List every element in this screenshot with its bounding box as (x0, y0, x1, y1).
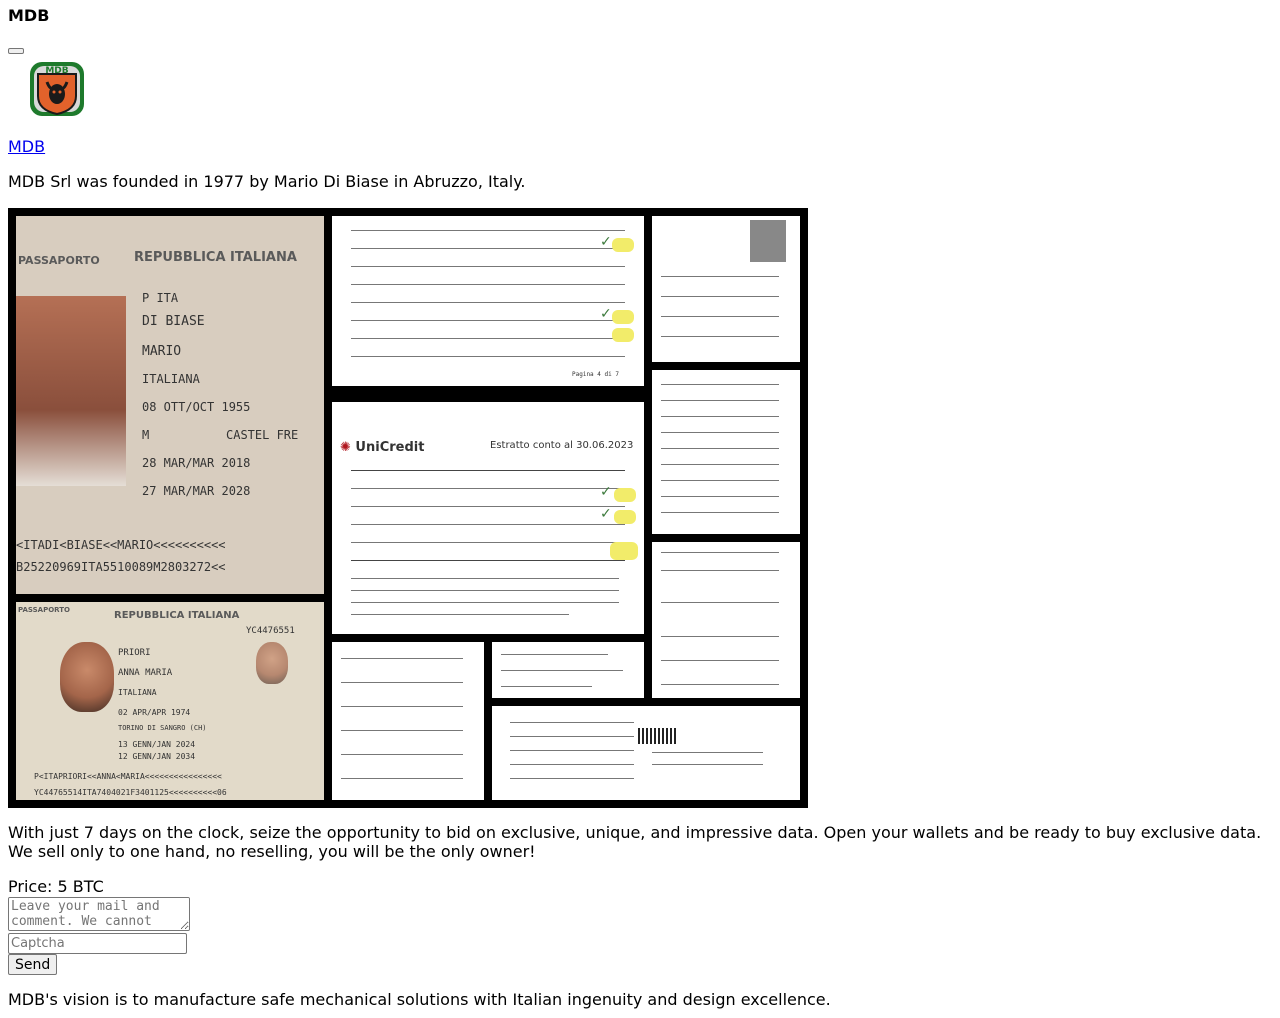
comment-textarea[interactable] (8, 897, 190, 931)
captcha-input[interactable] (8, 933, 187, 954)
passport-1-surname: DI BIASE (142, 314, 205, 329)
bank-statement-page-top: ✓ ✓ Pagina 4 di 7 (332, 216, 644, 386)
mdb-logo (28, 60, 86, 118)
send-button[interactable]: Send (8, 954, 57, 975)
transaction-list-scan (652, 370, 800, 534)
offer-description: With just 7 days on the clock, seize the opportunity to bid on exclusive, unique, and impressive data. Open your wallets and be ready to buy exclusive data. We sell only to one hand, no reselling, you will be the only owner! (8, 823, 1262, 861)
id-card-scan (652, 216, 800, 362)
receipt-scan (492, 642, 644, 698)
intro-text: MDB Srl was founded in 1977 by Mario Di Biase in Abruzzo, Italy. (8, 172, 526, 191)
unicredit-logo: ✺ UniCredit (340, 440, 425, 455)
site-title: MDB (8, 6, 50, 25)
portrait-ghost-photo (256, 642, 288, 684)
leaked-documents-collage (8, 208, 808, 808)
form-document-scan (652, 542, 800, 698)
passport-image-1: PASSAPORTO REPUBBLICA ITALIANA P ITA DI BIASE MARIO ITALIANA 08 OTT/OCT 1955 M CASTEL FRE 28 MAR/MAR 2018 27 MAR/MAR 2028 <ITADI<BIASE<<MARIO<<<<<<<<<< B25220969ITA5510089M2803272<< (16, 216, 324, 594)
contract-scan (332, 642, 484, 800)
price-label: Price: 5 BTC (8, 877, 104, 896)
iban-document-scan (492, 706, 800, 800)
menu-toggle-button[interactable] (8, 48, 24, 54)
brand-link[interactable]: MDB (8, 137, 46, 156)
portrait-photo (16, 296, 126, 486)
portrait-photo-2 (60, 642, 114, 712)
passport-image-2: PASSAPORTO REPUBBLICA ITALIANA YC4476551 PRIORI ANNA MARIA ITALIANA 02 APR/APR 1974 TORINO DI SANGRO (CH) 13 GENN/JAN 2024 12 GENN/JAN 2034 P<ITAPRIORI<<ANNA<MARIA<<<<<<<<<<<<<<<< YC44765514ITA7404021F3401125<<<<<<<<<<06 (16, 602, 324, 800)
bank-statement-page: ✺ UniCredit Estratto conto al 30.06.2023 ✓ ✓ (332, 402, 644, 634)
vision-statement: MDB's vision is to manufacture safe mechanical solutions with Italian ingenuity and design excellence. (8, 990, 831, 1009)
logo-text: MDB (45, 66, 69, 76)
passport-1-header: REPUBBLICA ITALIANA (134, 250, 297, 265)
